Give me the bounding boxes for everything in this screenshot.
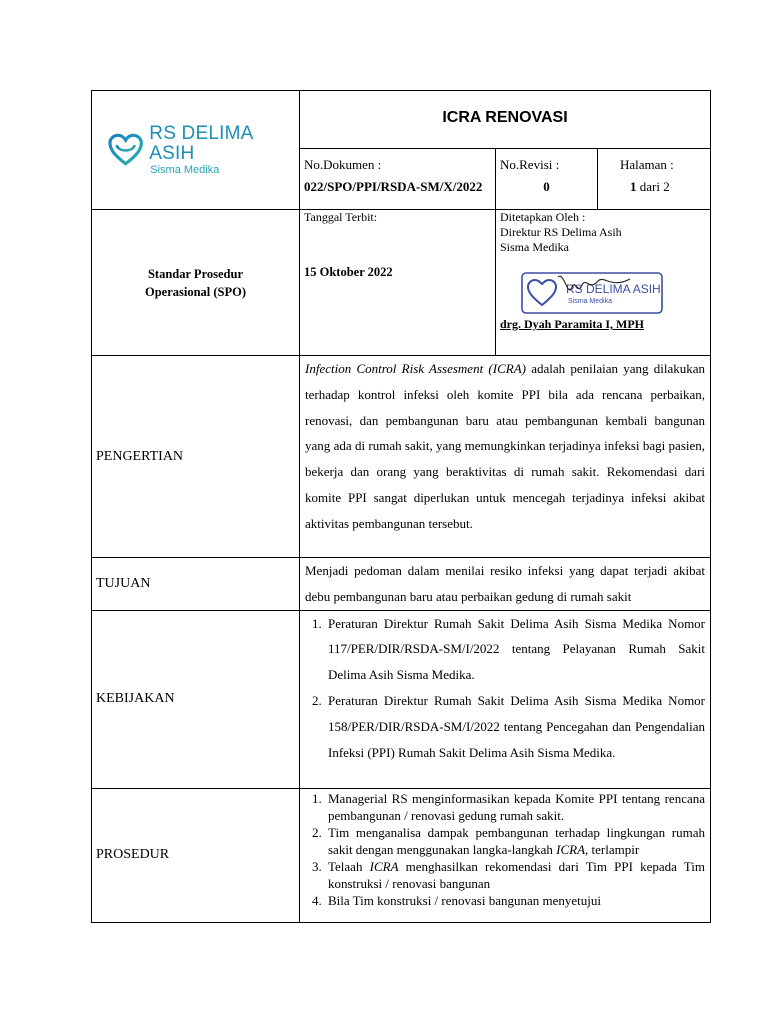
logo-subtitle: Sisma Medika (150, 164, 220, 176)
kebijakan-item: 1. Peraturan Direktur Rumah Sakit Delima Asih Sisma Medika Nomor 117/PER/DIR/RSDA-SM/I/2022 tentang Pelayanan Rumah Sakit Delima Asih Sisma Medika. (325, 611, 705, 688)
no-revisi-label: No.Revisi : (500, 157, 560, 173)
hospital-logo (92, 124, 299, 176)
ditetapkan-line1: Direktur RS Delima Asih (500, 225, 622, 239)
prosedur-list (305, 790, 705, 909)
tujuan-text: Menjadi pedoman dalam menilai resiko infeksi yang dapat terjadi akibat debu pembangunan baru atau perbaikan gedung di rumah sakit (300, 558, 711, 611)
prosedur-item3-italic: ICRA (369, 858, 399, 874)
kebijakan-item: 2. Peraturan Direktur Rumah Sakit Delima Asih Sisma Medika Nomor 158/PER/DIR/RSDA-SM/I/2022 tentang Pencegahan dan Pengendalian Infeksi (PPI) Rumah Sakit Delima Asih Sisma Medika. (325, 688, 705, 765)
prosedur-item2-text: Tim menganalisa dampak pembangunan terhadap lingkungan rumah sakit dengan menggunakan langka-langkah (328, 824, 706, 857)
kebijakan-list-cell (300, 610, 711, 788)
tanggal-terbit-cell (300, 210, 496, 356)
halaman-cell (598, 149, 711, 210)
sop-document (91, 90, 710, 923)
pengertian-text (300, 356, 711, 558)
kebijakan-label: KEBIJAKAN (92, 610, 300, 788)
sop-table (91, 90, 711, 923)
stamp-signature-image (520, 269, 664, 315)
kebijakan-list (305, 611, 705, 766)
halaman-total: dari 2 (636, 179, 670, 195)
spo-label-line2: Operasional (SPO) (144, 284, 247, 299)
prosedur-label: PROSEDUR (92, 788, 300, 922)
ditetapkan-label: Ditetapkan Oleh : (500, 210, 586, 224)
spo-label-line1: Standar Prosedur (147, 266, 244, 281)
prosedur-list-cell (300, 788, 711, 922)
heart-logo-icon (108, 133, 143, 167)
no-revisi-value: 0 (543, 179, 550, 195)
tujuan-label: TUJUAN (92, 558, 300, 611)
pengertian-intro: Infection Control Risk Assesment (ICRA) (305, 361, 526, 376)
prosedur-item2-tail: terlampir (588, 841, 640, 857)
spo-label (92, 210, 300, 356)
halaman-page: 1 (630, 179, 637, 195)
halaman-label: Halaman : (620, 157, 674, 173)
prosedur-item: 1. Managerial RS menginformasikan kepada Komite PPI tentang rencana pembangunan / renovasi gedung rumah sakit. (325, 790, 705, 824)
prosedur-item3-tail: menghasilkan rekomendasi dari Tim PPI kepada Tim konstruksi / renovasi bangunan (328, 858, 706, 891)
prosedur-item: 4. Bila Tim konstruksi / renovasi bangunan menyetujui (325, 892, 705, 909)
no-dokumen-label: No.Dokumen : (304, 157, 382, 173)
pengertian-body: adalah penilaian yang dilakukan terhadap kontrol infeksi oleh komite PPI bila ada rencana perbaikan, renovasi, dan pembangunan baru atau pembangunan kembali bangunan yang ada di rumah sakit, yang memungkinkan terjadinya infeksi bagi pasien, bekerja dan orang yang beraktivitas di rumah sakit. Rekomendasi dari komite PPI sangat diperlukan untuk mencegah terjadinya infeksi akibat aktivitas pembangunan tersebut. (305, 361, 706, 531)
logo-cell (92, 91, 300, 210)
ditetapkan-cell (496, 210, 711, 356)
tanggal-terbit-label: Tanggal Terbit: (304, 210, 378, 224)
pengertian-label: PENGERTIAN (92, 356, 300, 558)
no-dokumen-cell (300, 149, 496, 210)
prosedur-item (325, 858, 705, 892)
no-revisi-cell (496, 149, 598, 210)
stamp-subtext: Sisma Medika (568, 298, 612, 305)
ditetapkan-line2: Sisma Medika (500, 240, 569, 254)
prosedur-item3-text: Telaah (328, 858, 370, 874)
signer-name: drg. Dyah Paramita I, MPH (500, 317, 644, 331)
tanggal-terbit-value: 15 Oktober 2022 (304, 265, 393, 279)
prosedur-item2-italic: ICRA, (556, 841, 589, 857)
document-title: ICRA RENOVASI (300, 91, 711, 149)
stamp-text: RS DELIMA ASIH (566, 282, 661, 296)
prosedur-item (325, 824, 705, 858)
logo-name: RS DELIMA ASIH (149, 123, 253, 164)
no-dokumen-value: 022/SPO/PPI/RSDA-SM/X/2022 (304, 179, 483, 195)
